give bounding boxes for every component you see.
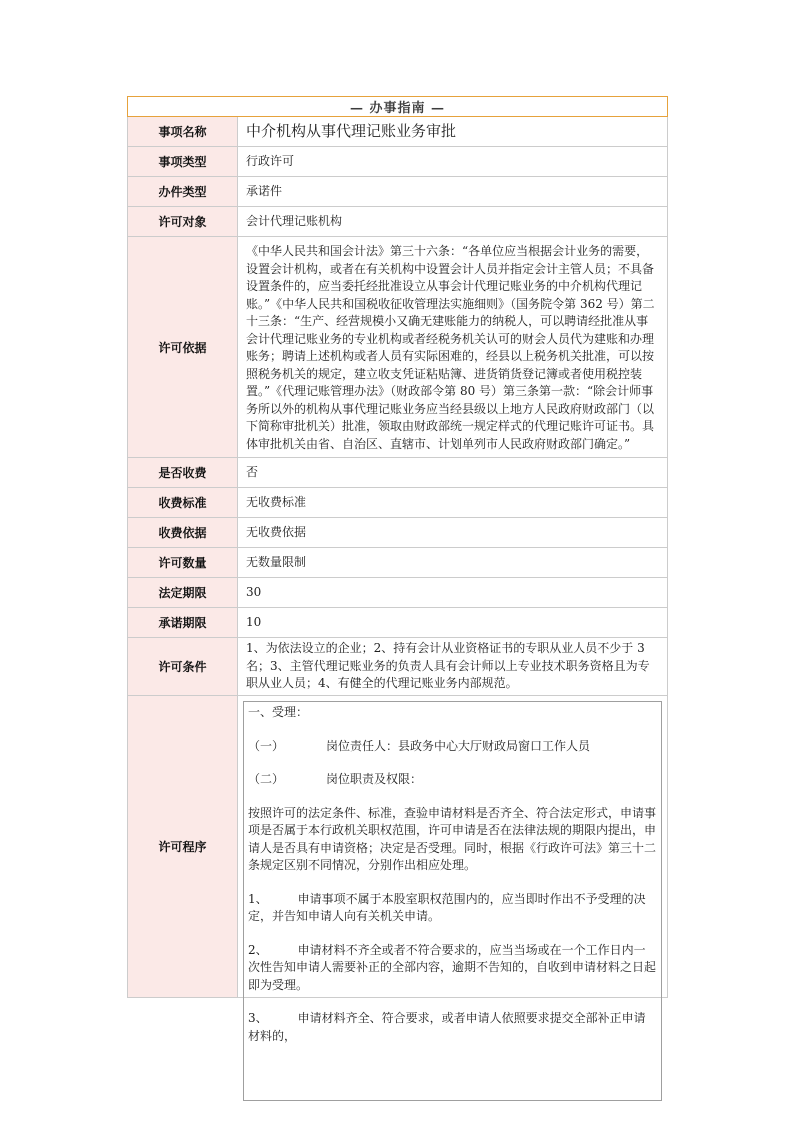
table-row [127,518,668,548]
page-title: — 办事指南 — [349,101,446,116]
row-label: 许可数量 [128,548,238,577]
row-label: 事项名称 [128,117,238,146]
table-row [127,207,668,237]
table-row [127,147,668,177]
row-value: 会计代理记账机构 [246,213,343,228]
row-label: 收费标准 [128,488,238,517]
procedure-paragraph: 按照许可的法定条件、标准，查验申请材料是否齐全、符合法定形式，申请事项是否属于本行政机关职权范围，许可申请是否在法律法规的期限内提出，申请人是否具有申请资格；决定是否受理。同时，根据《行政许可法》第三十二条规定区别不同情况，分别作出相应处理。 [248,805,657,872]
row-value [238,696,667,1043]
row-label: 是否收费 [128,458,238,487]
row-label: 许可条件 [128,638,238,695]
table-row [127,177,668,207]
table-row [127,458,668,488]
row-label: 承诺期限 [128,608,238,637]
row-value: 否 [246,464,259,479]
row-value: 中介机构从事代理记账业务审批 [246,121,457,140]
procedure-paragraph: （一） 岗位责任人：县政务中心大厅财政局窗口工作人员 [248,738,591,753]
row-value: 10 [246,614,262,629]
row-label: 事项类型 [128,147,238,176]
table-row [127,578,668,608]
table-row [127,608,668,638]
row-label: 办件类型 [128,177,238,206]
procedure-text-box [243,701,662,1101]
procedure-paragraph: （二） 岗位职责及权限： [248,772,423,786]
row-value: 行政许可 [246,153,295,168]
table-row-procedure [127,696,668,1043]
row-value: 《中华人民共和国会计法》第三十六条：“各单位应当根据会计业务的需要，设置会计机构，或者在有关机构中设置会计人员并指定会计主管人员；不具备设置条件的，应当委托经批准设立从事会计代理记账业务的中介机构代理记账。”《中华人民共和国税收征收管理法实施细则》（国务院令第 362 号）第二十三条：“生产、经营规模小又确无建账能力的纳税人，可以聘请经批准从事会计代理记账业务的专业机构或者经税务机关认可的财会人员代为建账和办理账务；聘请上述机构或者人员有实际困难的，经县以上税务机关批准，可以按照税务机关的规定，建立收支凭证粘贴簿、进货销货登记簿或者使用税控装置。”《代理记账管理办法》（财政部令第 80 号）第三条第一款：“除会计师事务所以外的机构从事代理记账业务应当经县级以上地方人民政府财政部门（以下简称审批机关）批准，领取由财政部统一规定样式的代理记账许可证书。具体审批机关由省、自治区、直辖市、计划单列市人民政府财政部门确定。” [246,244,655,451]
row-value: 1、为依法设立的企业；2、持有会计从业资格证书的专职从业人员不少于 3 名；3、主管代理记账业务的负责人具有会计师以上专业技术职务资格且为专职从业人员；4、有健全的代理记账业务内部规范。 [246,641,650,690]
procedure-paragraph: 3、 申请材料齐全、符合要求，或者申请人依照要求提交全部补正申请材料的， [248,1011,646,1043]
procedure-paragraph: 1、 申请事项不属于本股室职权范围内的，应当即时作出不予受理的决定，并告知申请人向有关机关申请。 [248,891,646,923]
row-label: 法定期限 [128,578,238,607]
service-guide-table [127,96,668,1043]
row-value: 无收费标准 [246,494,307,509]
table-row [127,548,668,578]
table-row [127,237,668,458]
row-value: 无收费依据 [246,524,307,539]
table-row [127,117,668,147]
procedure-paragraph: 一、受理： [248,705,309,719]
row-label: 许可对象 [128,207,238,236]
row-value: 30 [246,584,262,599]
table-row [127,488,668,518]
table-row [127,638,668,696]
guide-header [127,96,668,117]
row-label: 许可依据 [128,237,238,457]
row-label: 许可程序 [128,696,238,997]
row-value: 无数量限制 [246,554,307,569]
row-label: 收费依据 [128,518,238,547]
row-value: 承诺件 [246,183,283,198]
procedure-paragraph: 2、 申请材料不齐全或者不符合要求的，应当当场或在一个工作日内一次性告知申请人需要补正的全部内容，逾期不告知的，自收到申请材料之日起即为受理。 [248,942,657,992]
